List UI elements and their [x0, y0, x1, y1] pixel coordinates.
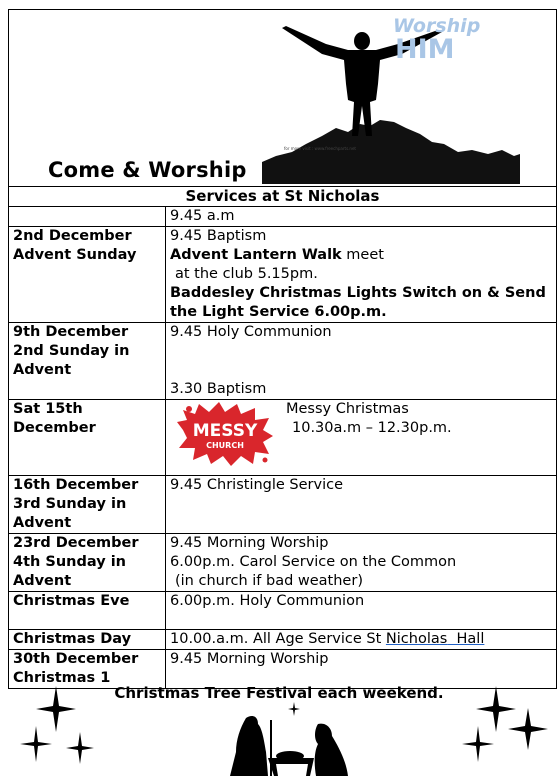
messy-church-logo — [175, 400, 275, 466]
venue-name: Nicholas — [385, 631, 448, 647]
table-row — [9, 630, 557, 650]
service-line: 9.45 Holy Communion — [170, 324, 332, 340]
service-line — [170, 246, 552, 265]
star-icon-cluster-left — [14, 686, 114, 778]
image-credit: for more visit : www.freechparts.net — [284, 146, 356, 151]
festival-note: Christmas Tree Festival each weekend. — [114, 684, 444, 702]
date-cell: 2nd December Advent Sunday — [9, 227, 166, 323]
date-cell: 30th December Christmas 1 — [9, 650, 166, 689]
table-row — [9, 400, 557, 476]
date-cell: 23rd December 4th Sunday in Advent — [9, 534, 166, 592]
service-cell: 9.45 Christingle Service — [166, 476, 557, 534]
service-cell — [166, 630, 557, 650]
event-name: Advent Lantern Walk — [170, 247, 342, 263]
venue-suffix: Hall — [447, 631, 485, 647]
table-row — [9, 323, 557, 400]
table-row — [9, 534, 557, 592]
service-line: 10.30a.m – 12.30p.m. — [292, 420, 452, 436]
date-cell: 9th December 2nd Sunday in Advent — [9, 323, 166, 400]
star-icon-cluster-right — [452, 686, 556, 778]
services-table — [8, 186, 557, 689]
service-cell: 9.45 Morning Worship — [166, 650, 557, 689]
date-cell — [9, 207, 166, 227]
date-cell: Christmas Day — [9, 630, 166, 650]
date-cell: 16th December 3rd Sunday in Advent — [9, 476, 166, 534]
page-title: Come & Worship — [48, 158, 247, 182]
service-line: 3.30 Baptism — [170, 381, 267, 397]
table-row — [9, 592, 557, 630]
date-cell: Christmas Eve — [9, 592, 166, 630]
logo-line-1: Worship — [393, 15, 481, 37]
service-line: 9.45 a.m — [170, 208, 235, 224]
service-cell — [166, 207, 557, 227]
table-heading-row — [9, 187, 557, 207]
service-cell — [166, 534, 557, 592]
service-line: 9.45 Morning Worship — [170, 535, 329, 551]
service-line-suffix: meet — [341, 247, 384, 263]
worship-him-logo — [393, 17, 480, 63]
date-cell: Sat 15th December — [9, 400, 166, 476]
logo-line-2: HIM — [395, 34, 455, 65]
table-row — [9, 227, 557, 323]
worshipper-silhouette-image — [262, 24, 520, 184]
nativity-silhouette-image — [222, 700, 352, 776]
service-line: Messy Christmas — [286, 401, 409, 417]
service-line: 10.00.a.m. All Age Service St — [170, 631, 386, 647]
service-line: at the club 5.15pm. — [175, 266, 318, 282]
messy-logo-line-1: MESSY — [192, 421, 258, 441]
service-cell — [166, 323, 557, 400]
table-row — [9, 650, 557, 689]
table-heading: Services at St Nicholas — [9, 187, 557, 207]
messy-logo-line-2: CHURCH — [206, 441, 244, 450]
service-line: (in church if bad weather) — [175, 573, 363, 589]
table-row — [9, 476, 557, 534]
service-line: 6.00p.m. Carol Service on the Common — [170, 554, 457, 570]
service-cell — [166, 227, 557, 323]
service-line: Baddesley Christmas Lights Switch on & Send the Light Service 6.00p.m. — [170, 285, 546, 320]
service-cell: 6.00p.m. Holy Communion — [166, 592, 557, 630]
table-row — [9, 207, 557, 227]
service-line: 9.45 Baptism — [170, 228, 267, 244]
